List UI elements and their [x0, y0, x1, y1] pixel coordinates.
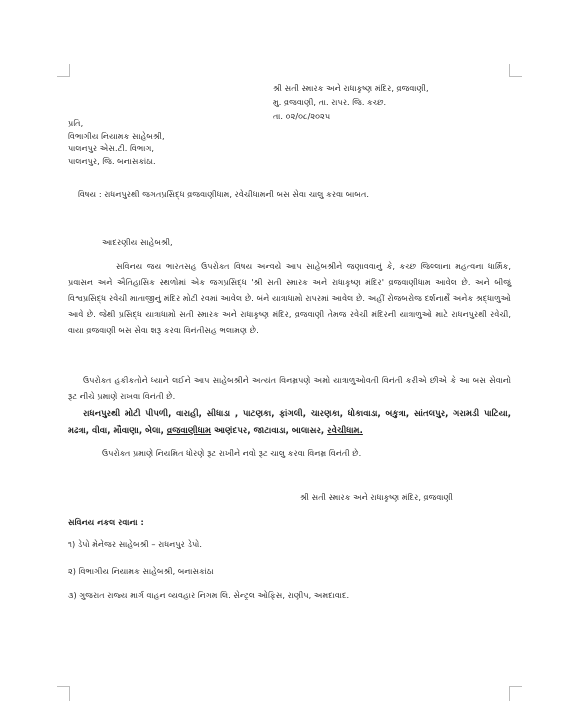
body-paragraph-2: ઉપરોક્ત હકીકતોને ધ્યાને લઈને આપ સાહેબશ્રીને અત્યંત વિનમ્રપણે અમો યાત્રાળુઓવતી વિનંતી કરીએ છીએ કે આ બસ સેવાનો રૂટ નીચે પ્રમાણે રાખવા વિનંતી છે.: [68, 375, 511, 401]
crop-mark-bottom-right: [509, 686, 522, 701]
recipient-line-2: વિભાગીય નિયામક સાહેબશ્રી,: [68, 130, 165, 141]
route-stop-vrajvanidham: વ્રજવાણીધામ: [166, 425, 212, 436]
salutation: આદરણીય સાહેબશ્રી,: [102, 237, 173, 247]
signature-block: શ્રી સતી સ્મારક અને રાધાકૃષ્ણ મંદિર, વ્રજવાણી: [300, 492, 453, 502]
closing-request: ઉપરોક્ત પ્રમાણે નિયમિત ધોરણે રૂટ રાખીને નવો રૂટ ચાલુ કરવા વિનમ્ર વિનંતી છે.: [102, 448, 362, 458]
sender-address: [273, 81, 429, 123]
recipient-address: [68, 117, 165, 167]
body-paragraph-1: સવિનય જય ભારતસહ ઉપરોક્ત વિષય અન્વયે આપ સાહેબશ્રીને જણાવવાનું કે, કચ્છ જિલ્લાના મહત્વના ધાર્મિક, પ્રવાસન અને ઐતિહાસિક સ્થળોમાં એક જગપ્રસિદ્ધ 'શ્રી સતી સ્મારક અને રાધાકૃષ્ણ મંદિર' વ્રજવાણીધામ આવેલ છે. અને બીજું વિશ્વપ્રસિદ્ધ રવેચી માતાજીનું મંદિર મોટી રવમાં આવેલ છે. બંને યાત્રાધામો રાપરમાં આવેલ છે. અહીં રોજબરોજ દર્શનાર્થે અનેક શ્રદ્ધાળુઓ આવે છે. જેથી પ્રસિદ્ધ યાત્રાધામો સતી સ્મારક અને રાધાકૃષ્ણ મંદિર, વ્રજવાણી તેમજ રવેચી મંદિરની યાત્રાળુઓ માટે રાધનપુરથી રવેચી, વાયા વ્રજવાણી બસ સેવા શરૂ કરવા વિનંતીસહ ભલામણ છે.: [68, 261, 511, 335]
crop-mark-bottom-left: [57, 686, 70, 701]
letter-date: તા. ૦૨/૦૮/૨૦૨૫: [273, 111, 331, 121]
copy-to-item-2: ૨) વિભાગીય નિયામક સાહેબશ્રી, બનાસકાંઠા: [68, 566, 214, 576]
copy-to-item-1: ૧) ડેપો મેનેજર સાહેબશ્રી – રાધનપુર ડેપો.: [68, 539, 202, 549]
route-stops: રાધનપુરથી મોટી પીપળી, વારાહી, સીધાડા , પાટણકા, ફાંગલી, ચારણકા, ધોકાવાડા, બકુત્રા, સાંતલપુર, ગરામડી પાટિયા, મઢત્રા, વીવા, મૌવાણા, બેલા,: [68, 409, 511, 436]
copy-to-item-3: ૩) ગુજરાત રાજ્ય માર્ગ વાહન વ્યવહાર નિગમ લિ. સેન્ટ્રલ ઓફિસ, રાણીપ, અમદાવાદ.: [68, 590, 350, 600]
copy-to-heading: સવિનય નકલ રવાના :: [68, 517, 144, 527]
recipient-line-3: પાલનપુર એસ.ટી. વિભાગ,: [68, 143, 155, 153]
crop-mark-top-left: [57, 64, 70, 77]
route-stop-ravechidham: રવેચીધામ.: [327, 425, 363, 436]
route-stops-tail: આણંદપર, જાટાવાડા, બાલાસર,: [211, 425, 328, 436]
sender-line-1: શ્રી સતી સ્મારક અને રાધાકૃષ્ણ મંદિર, વ્રજવાણી,: [273, 83, 429, 93]
bus-route-list: [68, 406, 511, 439]
crop-mark-top-right: [509, 64, 522, 77]
subject-line: વિષય : રાધનપુરથી જગતપ્રસિદ્ધ વ્રજવાણીધામ, રવેચીધામની બસ સેવા ચાલુ કરવા બાબત.: [78, 189, 369, 199]
recipient-line-4: પાલનપુર, જિ. બનાસકાંઠા.: [68, 155, 156, 166]
sender-line-2: મુ. વ્રજવાણી, તા. રાપર. જિ. કચ્છ.: [273, 97, 387, 107]
recipient-line-1: પ્રતિ,: [68, 118, 84, 128]
